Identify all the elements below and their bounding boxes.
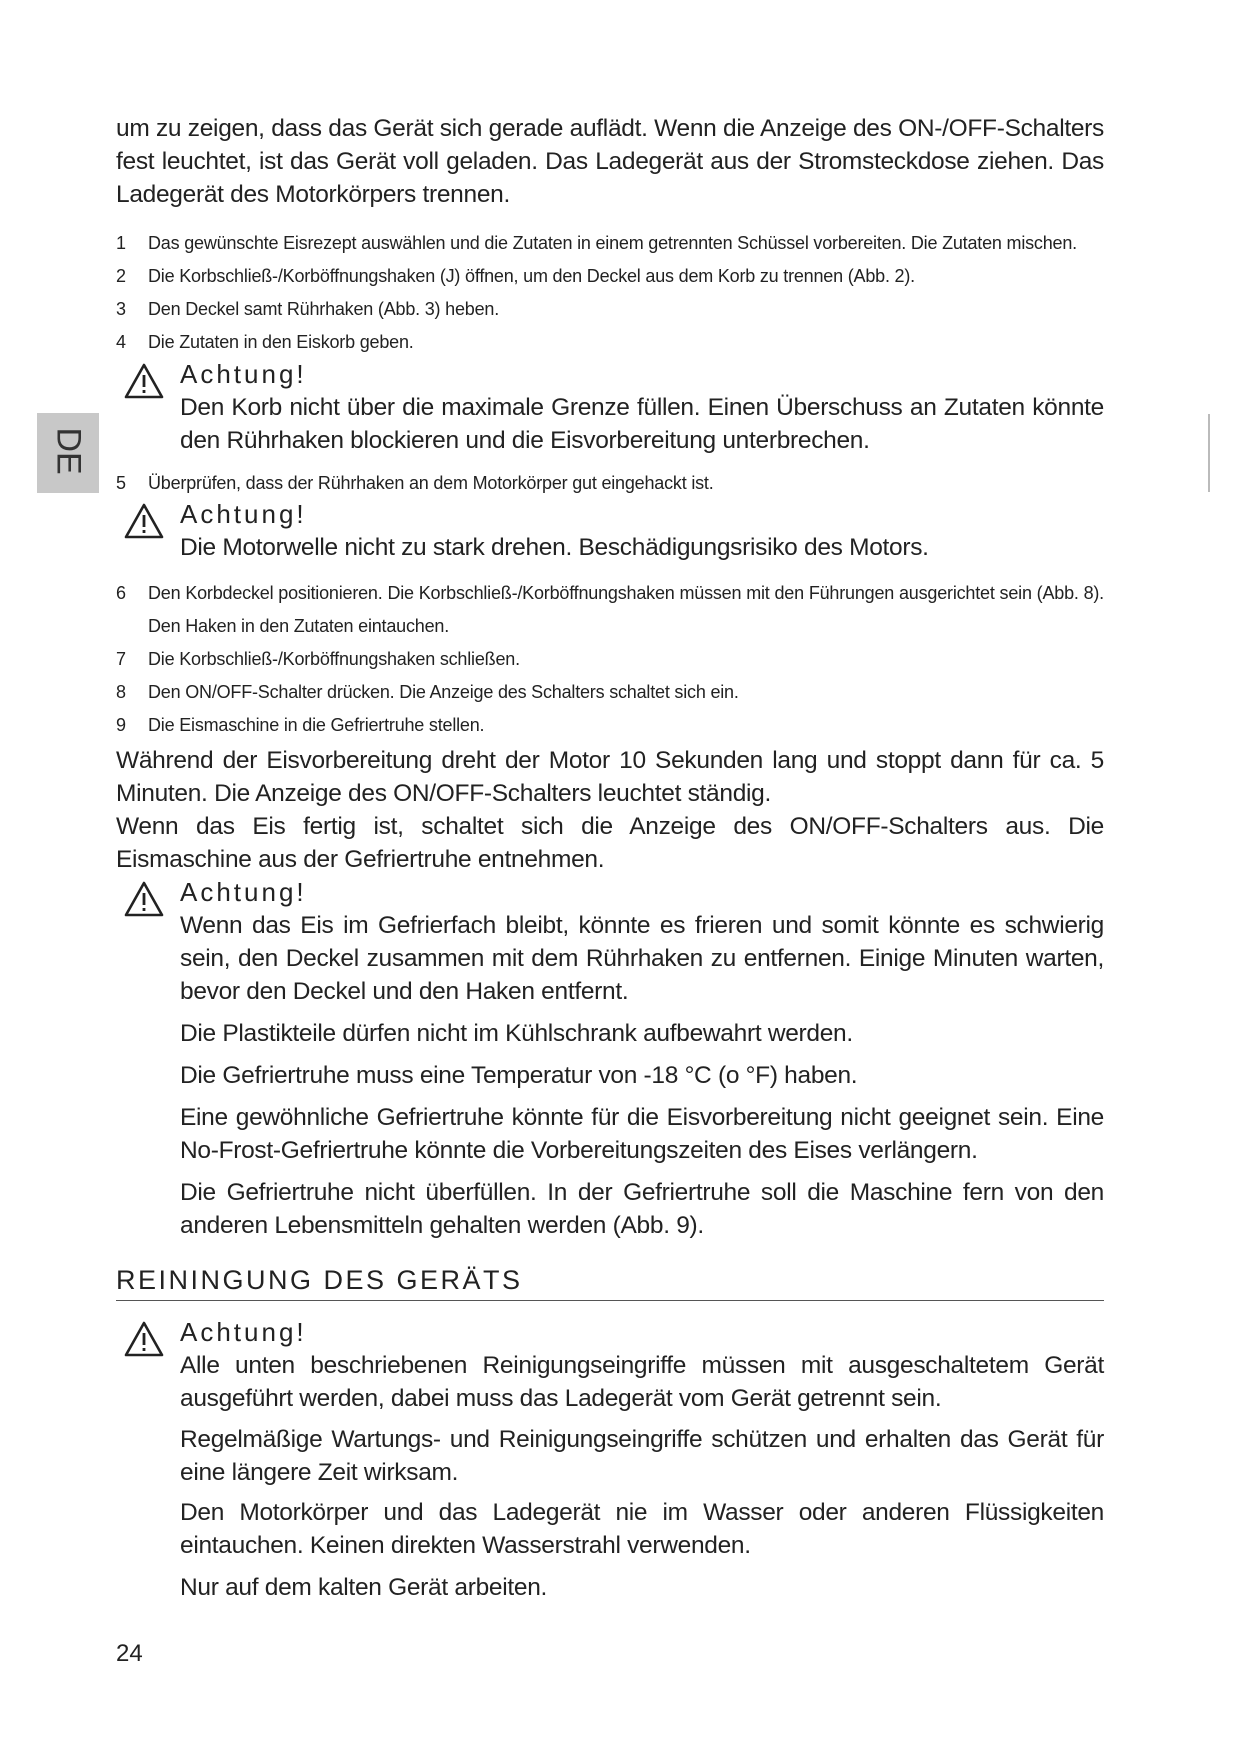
warning-text: Die Gefriertruhe muss eine Temperatur von -18 °C (o °F) haben. (180, 1062, 858, 1089)
step-item (116, 577, 1104, 643)
step-number: 6 (116, 583, 126, 603)
warning-title: Achtung! (180, 499, 307, 529)
step-number: 5 (116, 473, 126, 493)
step-number: 2 (116, 266, 126, 286)
step-number: 8 (116, 682, 126, 702)
warning-triangle-icon (124, 503, 164, 539)
warning-triangle-icon (124, 881, 164, 917)
step-number: 7 (116, 649, 126, 669)
warning-text: Wenn das Eis im Gefrierfach bleibt, könnte es frieren und somit könnte es schwierig sein, den Deckel zusammen mit dem Rührhaken zu entfernen. Einige Minuten warten, bevor den Deckel und den Haken entfernt. (180, 912, 1104, 1005)
language-tab (37, 413, 99, 493)
warning-text: Den Motorkörper und das Ladegerät nie im Wasser oder anderen Flüssigkeiten eintauchen. Keinen direkten Wasserstrahl verwenden. (180, 1499, 1104, 1559)
warning-text: Die Plastikteile dürfen nicht im Kühlschrank aufbewahrt werden. (180, 1020, 853, 1047)
step-text: Überprüfen, dass der Rührhaken an dem Motorkörper gut eingehackt ist. (148, 473, 714, 493)
step-number: 4 (116, 332, 126, 352)
step-item (116, 293, 1104, 326)
step-text: Die Korbschließ-/Korböffnungshaken (J) öffnen, um den Deckel aus dem Korb zu trennen (Abb. 2). (148, 266, 915, 286)
language-tab-label: DE (49, 427, 88, 475)
body-paragraph: Während der Eisvorbereitung dreht der Motor 10 Sekunden lang und stoppt dann für ca. 5 Minuten. Die Anzeige des ON/OFF-Schalters leuchtet ständig. (116, 747, 1104, 807)
step-text: Die Korbschließ-/Korböffnungshaken schließen. (148, 649, 520, 669)
warning-title: Achtung! (180, 1317, 307, 1347)
warning-text: Die Gefriertruhe nicht überfüllen. In der Gefriertruhe soll die Maschine fern von den anderen Lebensmitteln gehalten werden (Abb. 9). (180, 1179, 1104, 1239)
intro-paragraph: um zu zeigen, dass das Gerät sich gerade auflädt. Wenn die Anzeige des ON-/OFF-Schalters fest leuchtet, ist das Gerät voll geladen. Das Ladegerät aus der Stromsteckdose ziehen. Das Ladegerät des Motorkörpers trennen. (116, 115, 1104, 208)
step-item (116, 326, 1104, 359)
warning-text: Eine gewöhnliche Gefriertruhe könnte für die Eisvorbereitung nicht geeignet sein. Eine No-Frost-Gefriertruhe könnte die Vorbereitungszeiten des Eises verlängern. (180, 1104, 1104, 1164)
step-item (116, 467, 1104, 500)
step-text: Den Deckel samt Rührhaken (Abb. 3) heben. (148, 299, 499, 319)
step-item (116, 260, 1104, 293)
section-heading: REININGUNG DES GERÄTS (116, 1262, 1104, 1301)
step-text: Die Zutaten in den Eiskorb geben. (148, 332, 414, 352)
body-paragraph: Wenn das Eis fertig ist, schaltet sich die Anzeige des ON/OFF-Schalters aus. Die Eismaschine aus der Gefriertruhe entnehmen. (116, 813, 1104, 873)
warning-text: Die Motorwelle nicht zu stark drehen. Beschädigungsrisiko des Motors. (180, 534, 929, 561)
step-text: Das gewünschte Eisrezept auswählen und die Zutaten in einem getrennten Schüssel vorbereiten. Die Zutaten mischen. (148, 233, 1077, 253)
warning-title: Achtung! (180, 359, 307, 389)
warning-text: Regelmäßige Wartungs- und Reinigungseingriffe schützen und erhalten das Gerät für eine längere Zeit wirksam. (180, 1426, 1104, 1486)
warning-triangle-icon (124, 1321, 164, 1357)
step-text: Den Korbdeckel positionieren. Die Korbschließ-/Korböffnungshaken müssen mit den Führungen ausgerichtet sein (Abb. 8). Den Haken in den Zutaten eintauchen. (148, 583, 1104, 636)
step-item (116, 227, 1104, 260)
step-number: 1 (116, 233, 126, 253)
step-item (116, 643, 1104, 676)
warning-text: Nur auf dem kalten Gerät arbeiten. (180, 1574, 548, 1601)
page-number: 24 (116, 1640, 143, 1667)
warning-title: Achtung! (180, 877, 307, 907)
step-number: 9 (116, 715, 126, 735)
step-text: Den ON/OFF-Schalter drücken. Die Anzeige des Schalters schaltet sich ein. (148, 682, 739, 702)
warning-text: Den Korb nicht über die maximale Grenze füllen. Einen Überschuss an Zutaten könnte den Rührhaken blockieren und die Eisvorbereitung unterbrechen. (180, 394, 1104, 454)
warning-triangle-icon (124, 363, 164, 399)
step-text: Die Eismaschine in die Gefriertruhe stellen. (148, 715, 485, 735)
step-item (116, 676, 1104, 709)
step-number: 3 (116, 299, 126, 319)
margin-marker (1208, 414, 1210, 492)
warning-text: Alle unten beschriebenen Reinigungseingriffe müssen mit ausgeschaltetem Gerät ausgeführt werden, dabei muss das Ladegerät vom Gerät getrennt sein. (180, 1352, 1104, 1412)
step-item (116, 709, 1104, 742)
